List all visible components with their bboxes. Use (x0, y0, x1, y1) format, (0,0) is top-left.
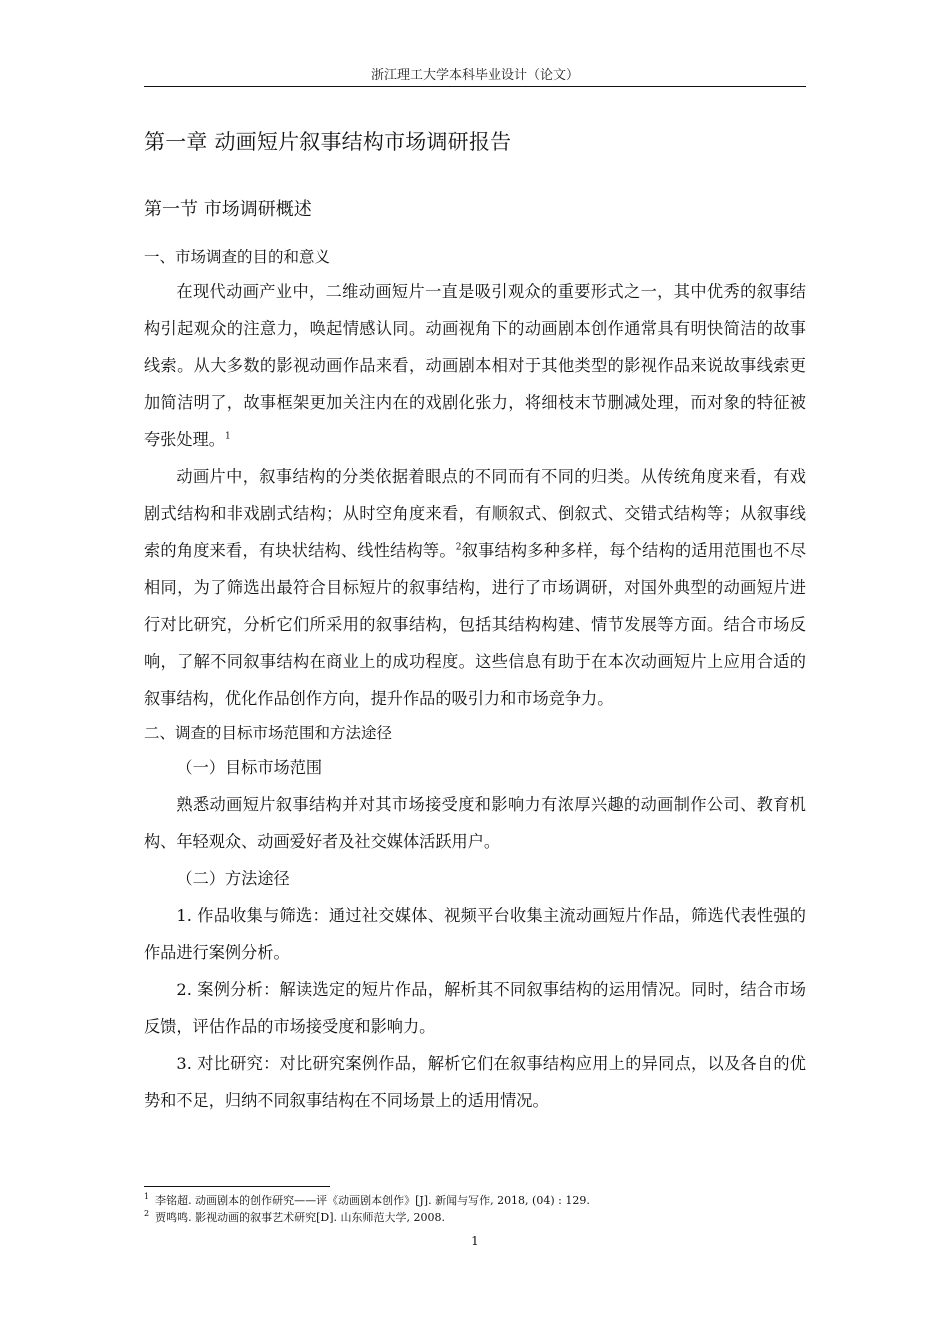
method-item-2: 2. 案例分析：解读选定的短片作品，解析其不同叙事结构的运用情况。同时，结合市场反馈，评估作品的市场接受度和影响力。 (144, 980, 806, 1036)
footnote-ref-1: 1 (224, 431, 231, 442)
footnote-2-number: 2 (144, 1209, 150, 1219)
subsection-heading-purpose: 一、市场调查的目的和意义 (144, 248, 331, 266)
paragraph-1-text: 在现代动画产业中，二维动画短片一直是吸引观众的重要形式之一，其中优秀的叙事结构引起观众的注意力，唤起情感认同。动画视角下的动画剧本创作通常具有明快简洁的故事线索。从大多数的影视动画作品来看，动画剧本相对于其他类型的影视作品来说故事线索更加简洁明了，故事框架更加关注内在的戏剧化张力，将细枝末节删减处理，而对象的特征被夸张处理。 (144, 282, 806, 449)
footnote-2 (144, 1209, 806, 1226)
footnote-1-text: 李铭超. 动画剧本的创作研究——评《动画剧本创作》[J]. 新闻与写作, 2018, (04) : 129. (155, 1194, 590, 1207)
subsection-heading-market: 二、调查的目标市场范围和方法途径 (144, 724, 393, 742)
paragraph-3: 熟悉动画短片叙事结构并对其市场接受度和影响力有浓厚兴趣的动画制作公司、教育机构、年轻观众、动画爱好者及社交媒体活跃用户。 (144, 795, 806, 851)
paragraph-2-text-b: 叙事结构多种多样，每个结构的适用范围也不尽相同，为了筛选出最符合目标短片的叙事结构，进行了市场调研，对国外典型的动画短片进行对比研究，分析它们所采用的叙事结构，包括其结构构建、情节发展等方面。结合市场反响，了解不同叙事结构在商业上的成功程度。这些信息有助于在本次动画短片上应用合适的叙事结构，优化作品创作方向，提升作品的吸引力和市场竞争力。 (144, 541, 807, 708)
sub-heading-methods: （二）方法途径 (176, 869, 290, 888)
method-item-3: 3. 对比研究：对比研究案例作品，解析它们在叙事结构应用上的异同点，以及各自的优势和不足，归纳不同叙事结构在不同场景上的适用情况。 (144, 1054, 806, 1110)
page-number: 1 (471, 1234, 479, 1248)
chapter-title: 第一章 动画短片叙事结构市场调研报告 (144, 130, 512, 154)
footnote-2-text: 贾鸣鸣. 影视动画的叙事艺术研究[D]. 山东师范大学, 2008. (155, 1211, 445, 1224)
paragraph-2 (144, 458, 806, 717)
section-title: 第一节 市场调研概述 (144, 199, 312, 220)
header-rule (144, 86, 806, 87)
footnotes (144, 1192, 806, 1226)
footnote-1-number: 1 (144, 1192, 150, 1202)
paragraph-2-text-a: 动画片中，叙事结构的分类依据着眼点的不同而有不同的归类。从传统角度来看，有戏剧式结构和非戏剧式结构；从时空角度来看，有顺叙式、倒叙式、交错式结构等；从叙事线索的角度来看，有块状结构、线性结构等。 (144, 467, 806, 560)
running-header: 浙江理工大学本科毕业设计（论文） (370, 68, 579, 83)
body-text (144, 241, 806, 1119)
footnote-ref-2: 2 (455, 542, 462, 553)
footnote-1 (144, 1192, 806, 1209)
method-item-1: 1. 作品收集与筛选：通过社交媒体、视频平台收集主流动画短片作品，筛选代表性强的作品进行案例分析。 (144, 906, 806, 962)
paragraph-1 (144, 273, 806, 458)
sub-heading-target-market: （一）目标市场范围 (176, 758, 323, 777)
footnote-rule (144, 1186, 330, 1187)
